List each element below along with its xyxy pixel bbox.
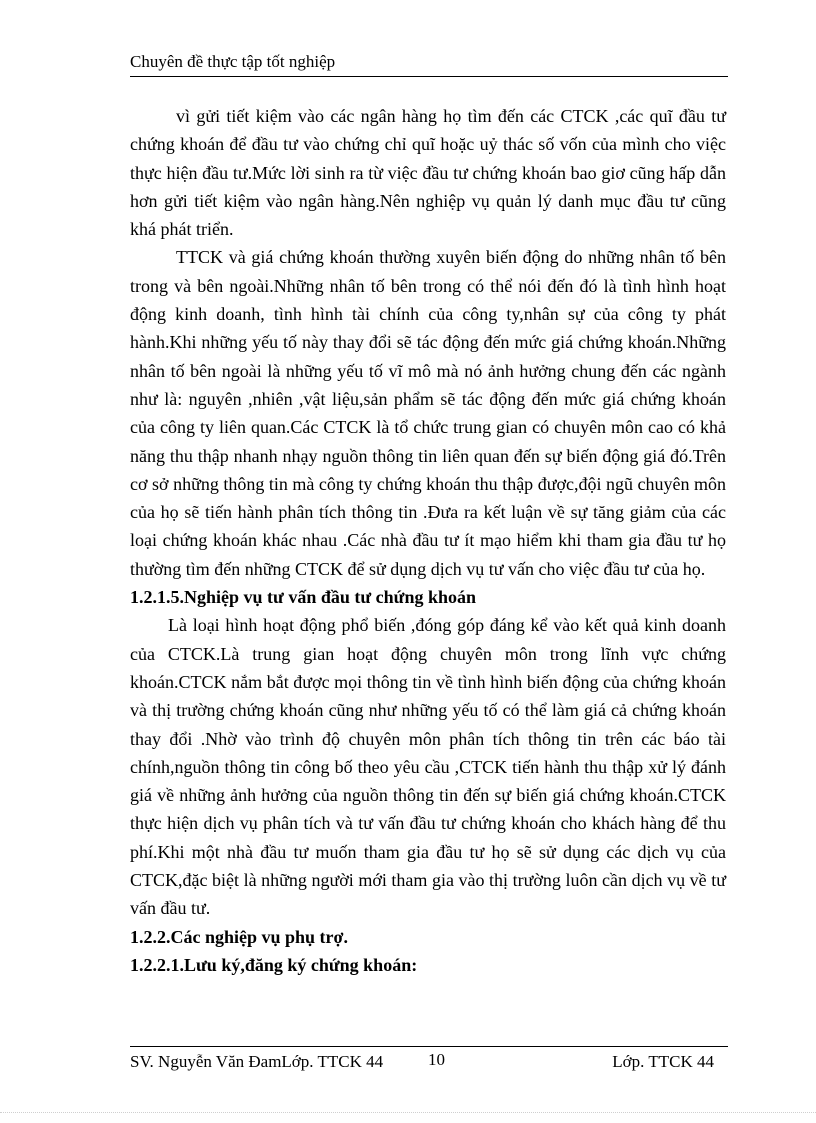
section-heading-1-2-2: 1.2.2.Các nghiệp vụ phụ trợ.: [130, 926, 349, 947]
header-title: Chuyên đề thực tập tốt nghiệp: [130, 52, 336, 71]
section-heading-1-2-1-5: 1.2.1.5.Nghiệp vụ tư vấn đầu tư chứng khoán: [130, 587, 476, 608]
paragraph-1: vì gửi tiết kiệm vào các ngân hàng họ tìm đến các CTCK ,các quĩ đầu tư chứng khoán để đầu tư vào chứng chỉ quĩ hoặc uỷ thác số vốn của mình cho việc thực hiện đầu tư.Mức lời sinh ra từ việc đầu tư chứng khoán bao giơ cũng hấp dẫn hơn gửi tiết kiệm vào ngân hàng.Nên nghiệp vụ quản lý danh mục đầu tư cũng khá phát triển.: [130, 106, 726, 240]
page-header: [130, 52, 728, 72]
footer-rule: [130, 1046, 728, 1047]
paragraph-2: TTCK và giá chứng khoán thường xuyên biến động do những nhân tố bên trong và bên ngoài.Những nhân tố bên trong có thể nói đến đó là tình hình hoạt động kinh doanh, tình hình tài chính của công ty,nhân sự của công ty phát hành.Khi những yếu tố này thay đổi sẽ tác động đến mức giá chứng khoán.Những nhân tố bên ngoài là những yếu tố vĩ mô mà nó ảnh hưởng chung đến các ngành như là: nguyên ,nhiên ,vật liệu,sản phẩm sẽ tác động đến mức giá chứng khoán của công ty liên quan.Các CTCK là tổ chức trung gian có chuyên môn cao có khả năng thu thập nhanh nhạy nguồn thông tin liên quan đến sự biến động giá đó.Trên cơ sở những thông tin mà công ty chứng khoán thu thập được,đội ngũ chuyên môn của họ sẽ tiến hành phân tích thông tin .Đưa ra kết luận về sự tăng giảm của các loại chứng khoán khác nhau .Các nhà đầu tư ít mạo hiểm khi tham gia đầu tư họ thường tìm đến những CTCK để sử dụng dịch vụ tư vấn cho việc đầu tư của họ.: [130, 247, 726, 579]
header-rule: [130, 76, 728, 77]
footer-class-info: Lớp. TTCK 44: [612, 1052, 714, 1071]
page-body: [130, 102, 726, 979]
page-number: 10: [428, 1050, 445, 1069]
section-heading-1-2-2-1: 1.2.2.1.Lưu ký,đăng ký chứng khoán:: [130, 954, 418, 975]
page-edge-divider: [0, 1112, 816, 1113]
footer-student-info: SV. Nguyễn Văn ĐamLớp. TTCK 44: [130, 1052, 384, 1071]
paragraph-3: Là loại hình hoạt động phổ biến ,đóng góp đáng kể vào kết quả kinh doanh của CTCK.Là trung gian hoạt động chuyên môn trong lĩnh vực chứng khoán.CTCK nắm bắt được mọi thông tin về tình hình biến động của chứng khoán và thị trường chứng khoán cũng như những yếu tố có thể làm giá cả chứng khoán thay đổi .Nhờ vào trình độ chuyên môn phân tích thông tin trên các báo tài chính,nguồn thông tin công bố theo yêu cầu ,CTCK tiến hành thu thập xử lý đánh giá về những ảnh hưởng của nguồn thông tin đến sự biến giá chứng khoán.CTCK thực hiện dịch vụ phân tích và tư vấn đầu tư chứng khoán cho khách hàng để thu phí.Khi một nhà đầu tư muốn tham gia đầu tư họ sẽ sử dụng các dịch vụ của CTCK,đặc biệt là những người mới tham gia vào thị trường luôn cần dịch vụ về tư vấn đầu tư.: [130, 615, 726, 919]
